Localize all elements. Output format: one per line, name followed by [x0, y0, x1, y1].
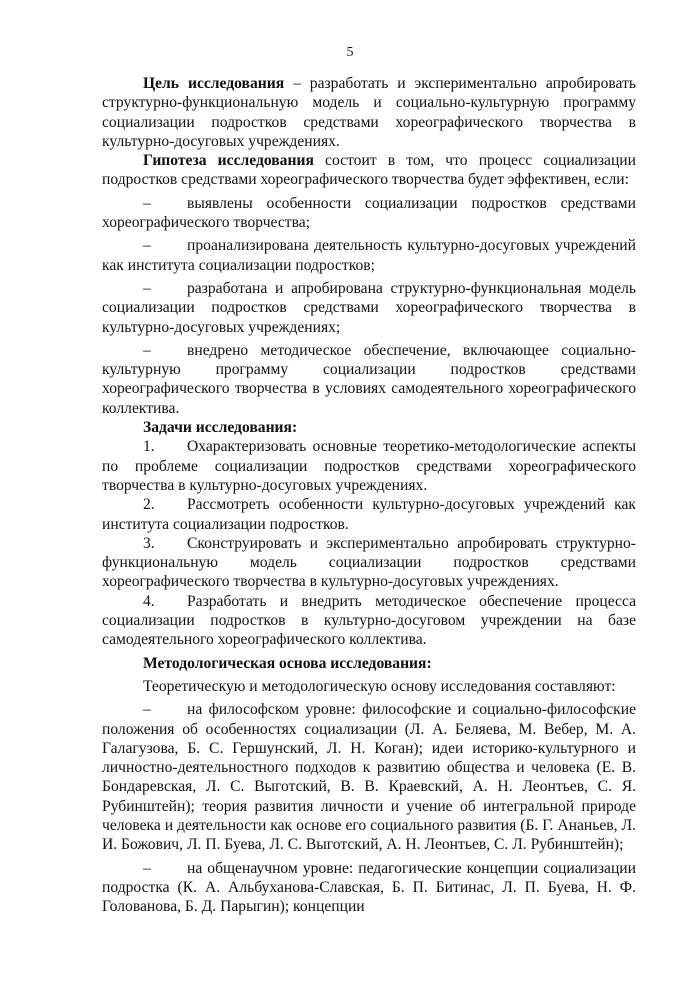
task-text: Сконструировать и экспериментально апробировать структурно-функциональную модель социализации подростков средствами хореографического творчества в культурно-досуговых учреждениях. — [102, 534, 636, 591]
goal-text: – разработать и экспериментально апробировать структурно-функциональную модель и социально-культурную программу социализации подростков средствами хореографического творчества в культурно-досуговых учреждениях. — [102, 75, 636, 150]
methodology-item-text: на философском уровне: философские и социально-философские положения об особенностях социализации (Л. А. Беляева, М. Вебер, М. А. Галагузова, Б. С. Гершунский, Л. Н. Коган); идеи историко-культурного и личностно-деятельностного подходов к развитию общества и человека (Е. В. Бондаревская, Л. С. Выготский, В. В. Краевский, А. Н. Леонтьев, С. Я. Рубинштейн); теория развития личности и учение об интегральной природе человека и деятельности как основе его социального развития (Б. Г. Ананьев, Л. И. Божович, Л. П. Буева, Л. С. Выготский, А. Н. Леонтьев, С. Л. Рубинштейн); — [102, 701, 636, 854]
hypothesis-paragraph — [102, 151, 636, 190]
hypothesis-item-text: выявлены особенности социализации подростков средствами хореографического творчества; — [102, 194, 636, 232]
methodology-item-text: на общенаучном уровне: педагогические концепции социализации подростка (К. А. Альбуханова-Славская, Б. П. Битинас, Л. П. Буева, Н. Ф. Голованова, Б. Д. Парыгин); концепции — [102, 859, 636, 916]
tasks-heading: Задачи исследования: — [143, 419, 298, 437]
task-item — [102, 437, 636, 495]
page-number: 5 — [346, 45, 354, 60]
task-number: 1. — [143, 438, 155, 456]
task-text: Рассмотреть особенности культурно-досуговых учреждений как института социализации подростков. — [102, 496, 636, 533]
dash-mark: – — [143, 341, 151, 359]
task-text: Разработать и внедрить методическое обеспечение процесса социализации подростков в культурно-досуговом учреждении на базе самодеятельного хореографического коллектива. — [102, 592, 636, 649]
dash-mark: – — [143, 701, 151, 719]
hypothesis-item-text: разработана и апробирована структурно-функциональная модель социализации подростков средствами хореографического творчества в культурно-досуговых учреждениях; — [102, 279, 636, 336]
task-number: 2. — [143, 496, 155, 514]
hypothesis-item — [102, 279, 636, 337]
task-item — [102, 592, 636, 650]
hypothesis-item — [102, 341, 636, 418]
dash-mark: – — [143, 237, 151, 255]
hypothesis-item-text: внедрено методическое обеспечение, включающее социально-культурную программу социализации подростков средствами хореографического творчества в условиях самодеятельного хореографического коллектива. — [102, 341, 636, 417]
methodology-item — [102, 700, 636, 854]
hypothesis-item — [102, 236, 636, 275]
goal-label: Цель исследования — [143, 75, 285, 92]
methodology-heading: Методологическая основа исследования: — [143, 654, 432, 672]
dash-mark: – — [143, 279, 151, 297]
page-body — [102, 74, 636, 916]
task-text: Охарактеризовать основные теоретико-методологические аспекты по проблеме социализации подростков средствами хореографического творчества в культурно-досуговых учреждениях. — [102, 438, 636, 494]
dash-mark: – — [143, 194, 151, 212]
dash-mark: – — [143, 859, 151, 877]
task-item — [102, 495, 636, 534]
hypothesis-item — [102, 194, 636, 233]
methodology-intro: Теоретическую и методологическую основу исследования составляют: — [143, 677, 616, 695]
task-item — [102, 534, 636, 592]
hypothesis-item-text: проанализирована деятельность культурно-досуговых учреждений как института социализации подростков; — [102, 237, 636, 274]
methodology-item — [102, 859, 636, 917]
hypothesis-text: состоит в том, что процесс социализации подростков средствами хореографического творчества будет эффективен, если: — [102, 152, 636, 189]
task-number: 3. — [143, 534, 155, 552]
task-number: 4. — [143, 592, 155, 610]
hypothesis-label: Гипотеза исследования — [143, 152, 314, 170]
goal-paragraph — [102, 74, 636, 151]
